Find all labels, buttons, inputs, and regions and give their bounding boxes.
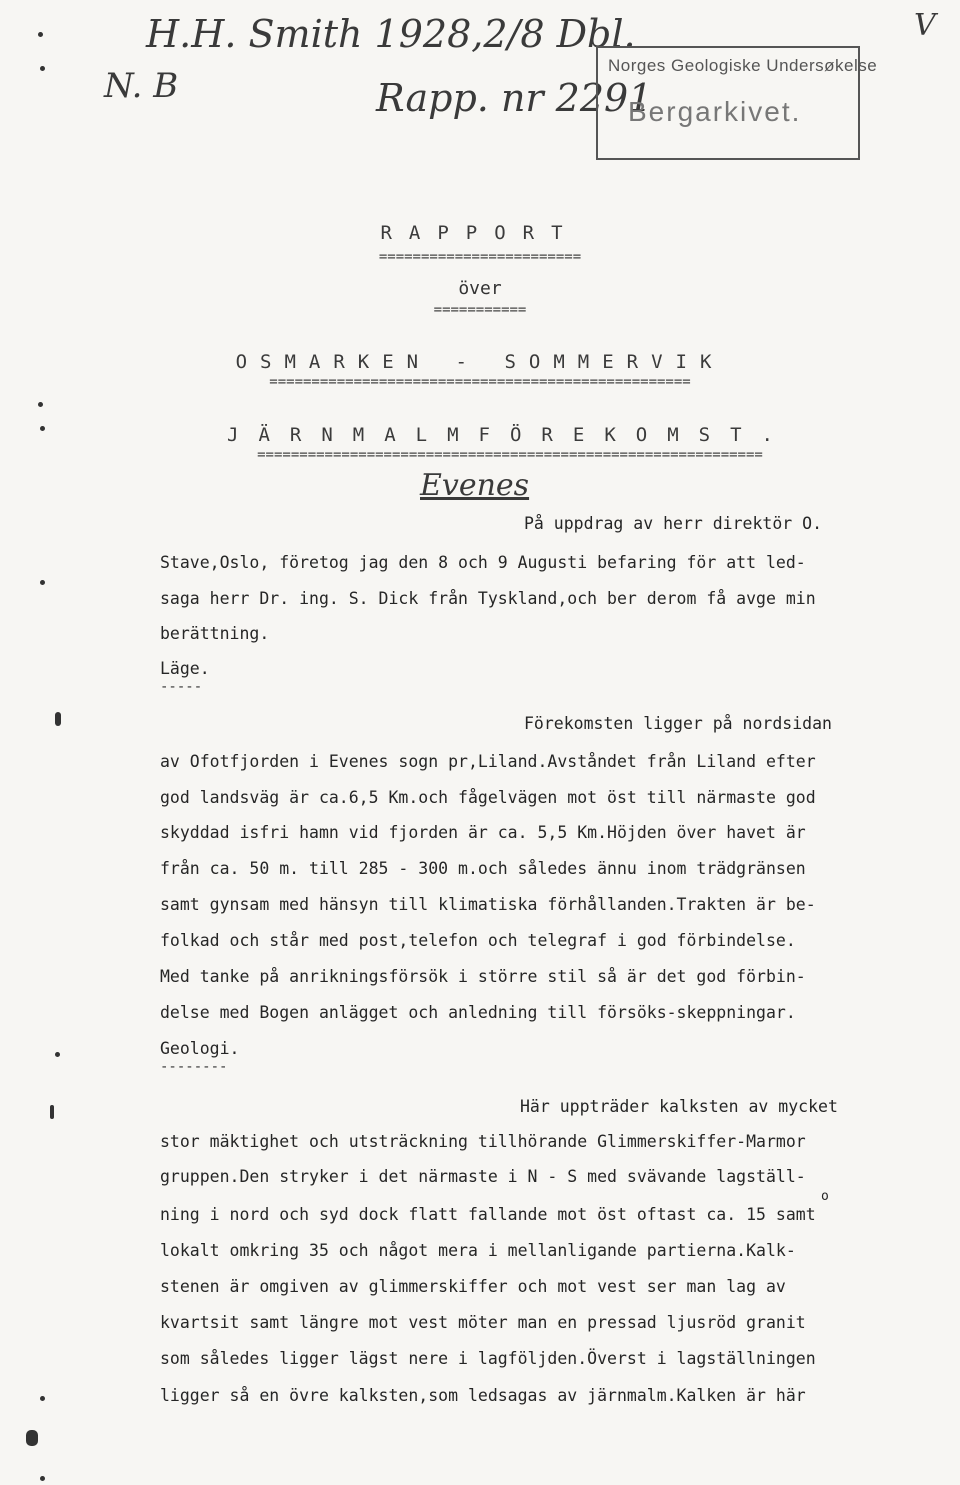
margin-speck — [40, 66, 45, 71]
stamp-line-2: Bergarkivet. — [628, 96, 802, 127]
margin-speck — [26, 1430, 38, 1446]
margin-speck — [40, 580, 45, 585]
lage-line-5: från ca. 50 m. till 285 - 300 m.och således ännu inom trädgränsen — [160, 859, 806, 878]
lage-line-2: av Ofotfjorden i Evenes sogn pr,Liland.Avståndet från Liland efter — [160, 752, 816, 771]
geologi-line-5: lokalt omkring 35 och något mera i mellanligande partierna.Kalk- — [160, 1241, 796, 1260]
section-underline-lage: ----- — [160, 679, 203, 695]
handwritten-ref-mark: N. B — [104, 66, 179, 106]
title-subject: JÄRNMALMFÖREKOMST. — [227, 424, 793, 446]
title-rule-3: ================================================== — [269, 374, 691, 390]
handwritten-place-note: Evenes — [420, 468, 530, 503]
margin-speck — [40, 1476, 45, 1481]
section-underline-geologi: -------- — [160, 1059, 228, 1075]
margin-speck — [40, 1396, 45, 1401]
intro-line-3: saga herr Dr. ing. S. Dick från Tyskland,och ber derom få avge min — [160, 589, 816, 608]
lage-line-1: Förekomsten ligger på nordsidan — [524, 714, 832, 733]
lage-line-8: Med tanke på anrikningsförsök i större stil så är det god förbin- — [160, 967, 806, 986]
lage-line-7: folkad och står med post,telefon och telegraf i god förbindelse. — [160, 931, 796, 950]
title-location: OSMARKEN - SOMMERVIK — [235, 351, 725, 373]
title-over: över — [458, 278, 502, 299]
handwritten-report-number: Rapp. nr 2291 — [376, 76, 653, 120]
title-rule-1: ======================== — [378, 249, 582, 265]
lage-line-6: samt gynsam med hänsyn till klimatiska förhållanden.Trakten är be- — [160, 895, 816, 914]
section-heading-geologi: Geologi. — [160, 1039, 240, 1058]
archive-stamp — [596, 46, 878, 160]
geologi-line-8: som således ligger lägst nere i lagföljden.Överst i lagställningen — [160, 1349, 816, 1368]
margin-speck — [55, 712, 61, 726]
lage-line-4: skyddad isfri hamn vid fjorden är ca. 5,5 Km.Höjden över havet är — [160, 823, 806, 842]
margin-speck — [38, 402, 43, 407]
geologi-line-6: stenen är omgiven av glimmerskiffer och mot vest ser man lag av — [160, 1277, 786, 1296]
geologi-line-4: ning i nord och syd dock flatt fallande mot öst oftast ca. 15 samt — [160, 1205, 816, 1224]
geologi-line-2: stor mäktighet och utsträckning tillhörande Glimmerskiffer-Marmor — [160, 1132, 806, 1151]
title-rule-4: ============================================================ — [257, 447, 763, 463]
geologi-line-3: gruppen.Den stryker i det närmaste i N - S med svävande lagställ- — [160, 1167, 806, 1186]
geologi-line-9: ligger så en övre kalksten,som ledsagas av järnmalm.Kalken är här — [160, 1386, 806, 1405]
intro-line-1: På uppdrag av herr direktör O. — [524, 514, 823, 533]
handwritten-corner-mark: V — [914, 8, 936, 43]
section-heading-lage: Läge. — [160, 659, 210, 678]
handwritten-author-note: H.H. Smith 1928,2/8 Dbl. — [146, 12, 636, 56]
geologi-degree-mark: o — [821, 1189, 829, 1204]
title-rule-2: =========== — [433, 302, 527, 318]
geologi-line-7: kvartsit samt längre mot vest möter man en pressad ljusröd granit — [160, 1313, 806, 1332]
lage-line-3: god landsväg är ca.6,5 Km.och fågelvägen mot öst till närmaste god — [160, 788, 816, 807]
margin-speck — [55, 1052, 60, 1057]
geologi-line-1: Här uppträder kalksten av mycket — [520, 1097, 838, 1116]
intro-line-2: Stave,Oslo, företog jag den 8 och 9 Augusti befaring för att led- — [160, 553, 806, 572]
margin-speck — [40, 426, 45, 431]
lage-line-9: delse med Bogen anlägget och anledning till försöks-skeppningar. — [160, 1003, 796, 1022]
title-rapport: RAPPORT — [380, 222, 580, 244]
intro-line-4: berättning. — [160, 624, 270, 643]
stamp-line-1: Norges Geologiske Undersøkelse — [608, 56, 878, 75]
margin-speck — [50, 1105, 54, 1119]
margin-speck — [38, 32, 43, 37]
